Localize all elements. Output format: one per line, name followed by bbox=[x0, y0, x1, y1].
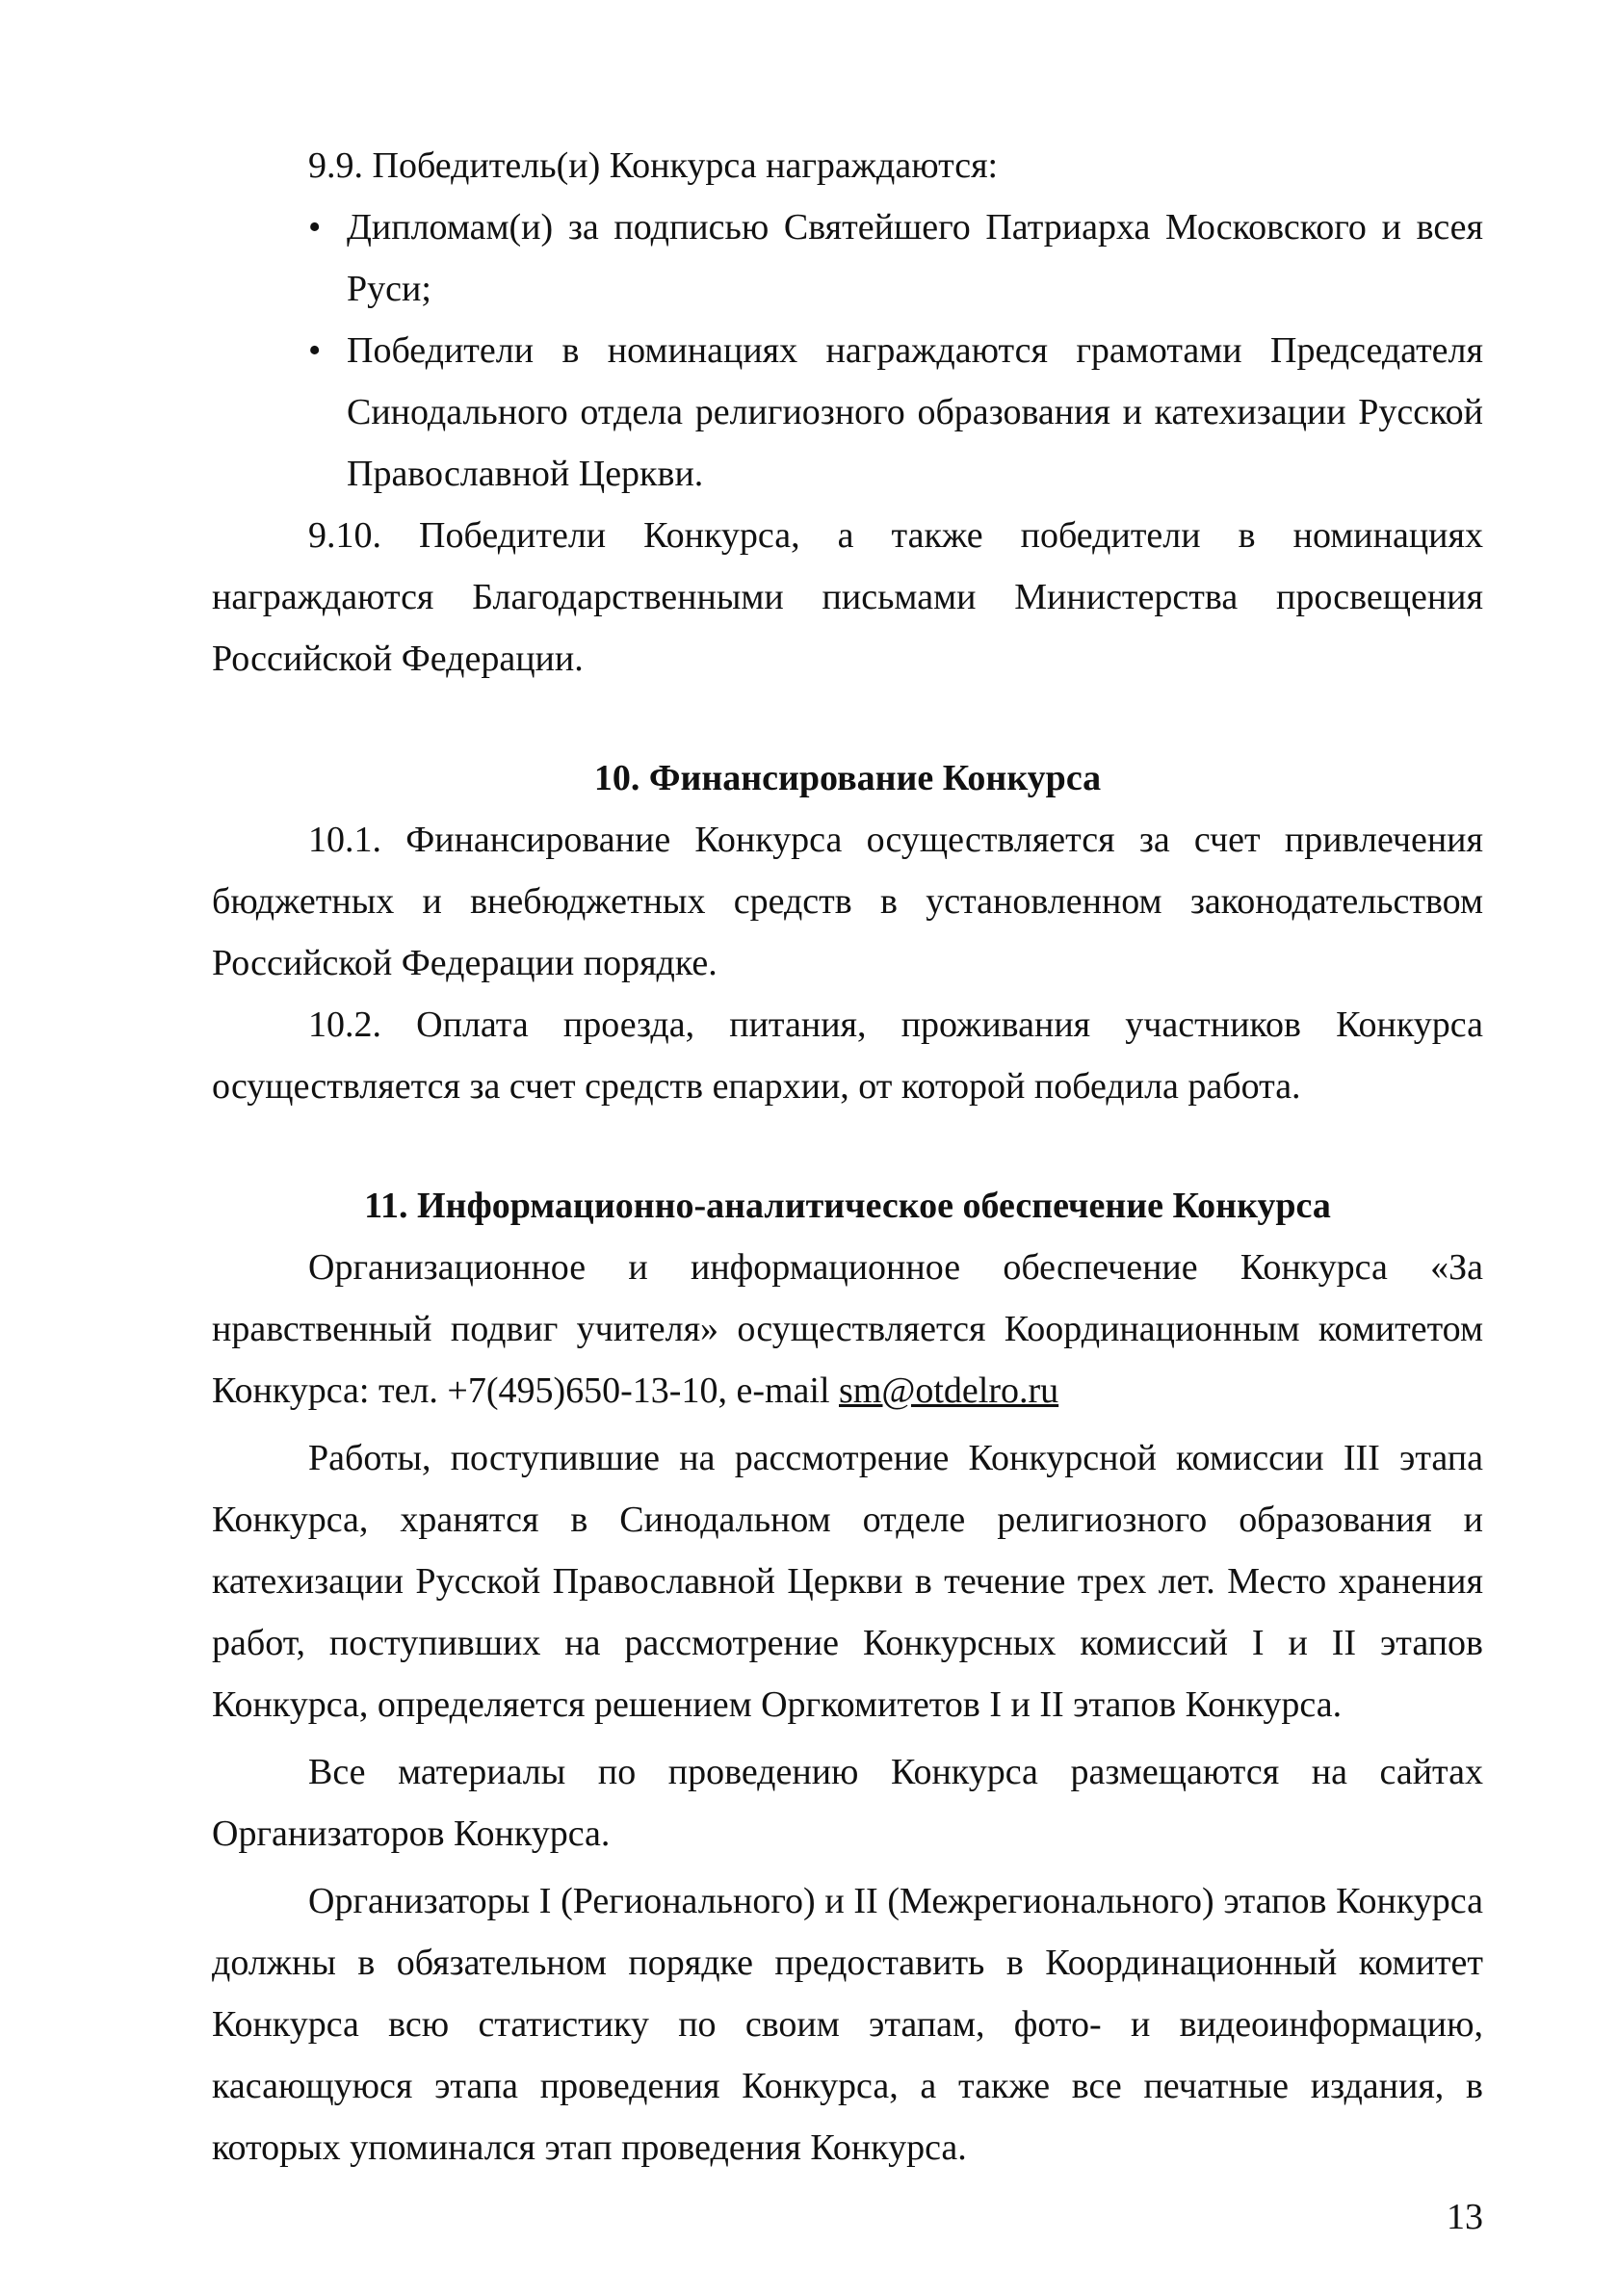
section-10-title: 10. Финансирование Конкурса bbox=[593, 758, 1102, 798]
section-11-title: 11. Информационно-аналитическое обеспечение Конкурса bbox=[364, 1186, 1331, 1226]
section-9-9-heading: 9.9. Победитель(и) Конкурса награждаются: bbox=[308, 145, 999, 186]
email-link[interactable]: sm@otdelro.ru bbox=[839, 1370, 1059, 1411]
bullet-icon: • bbox=[308, 207, 322, 248]
paragraph-11-storage: Работы, поступившие на рассмотрение Конкурсной комиссии III этапа Конкурса, хранятся в Синодальном отделе религиозного образования и катехизации Русской Православной Церкви в течение трех лет. Место хранения работ, поступивших на рассмотрение Конкурсных комиссий I и II этапов Конкурса, определяется решением Оргкомитетов I и II этапов Конкурса. bbox=[212, 1438, 1483, 1725]
list-item bbox=[212, 196, 1483, 320]
award-list bbox=[212, 196, 1483, 505]
paragraph-11-contacts bbox=[212, 1237, 1483, 1422]
paragraph-11-organizers: Организаторы I (Регионального) и II (Межрегионального) этапов Конкурса должны в обязательном порядке предоставить в Координационный комитет Конкурса всю статистику по своим этапам, фото- и видеоинформацию, касающуюся этапа проведения Конкурса, а также все печатные издания, в которых упоминался этап проведения Конкурса. bbox=[212, 1881, 1483, 2168]
paragraph-9-10: 9.10. Победители Конкурса, а также победители в номинациях награждаются Благодарственными письмами Министерства просвещения Российской Федерации. bbox=[212, 515, 1483, 679]
paragraph-11-materials: Все материалы по проведению Конкурса размещаются на сайтах Организаторов Конкурса. bbox=[212, 1752, 1483, 1854]
bullet-icon: • bbox=[308, 330, 322, 371]
list-item-text: Победители в номинациях награждаются грамотами Председателя Синодального отдела религиозного образования и катехизации Русской Православной Церкви. bbox=[347, 330, 1483, 494]
paragraph-10-1: 10.1. Финансирование Конкурса осуществляется за счет привлечения бюджетных и внебюджетных средств в установленном законодательством Российской Федерации порядке. bbox=[212, 820, 1483, 983]
paragraph-10-2: 10.2. Оплата проезда, питания, проживания участников Конкурса осуществляется за счет средств епархии, от которой победила работа. bbox=[212, 1004, 1483, 1107]
contacts-text: Организационное и информационное обеспечение Конкурса «За нравственный подвиг учителя» осуществляется Координационным комитетом Конкурса: тел. +7(495)650-13-10, e-mail bbox=[212, 1247, 1483, 1411]
list-item-text: Дипломам(и) за подписью Святейшего Патриарха Московского и всея Руси; bbox=[347, 207, 1483, 309]
page-number: 13 bbox=[1447, 2197, 1483, 2237]
list-item bbox=[212, 320, 1483, 505]
document-body bbox=[212, 135, 1483, 2179]
